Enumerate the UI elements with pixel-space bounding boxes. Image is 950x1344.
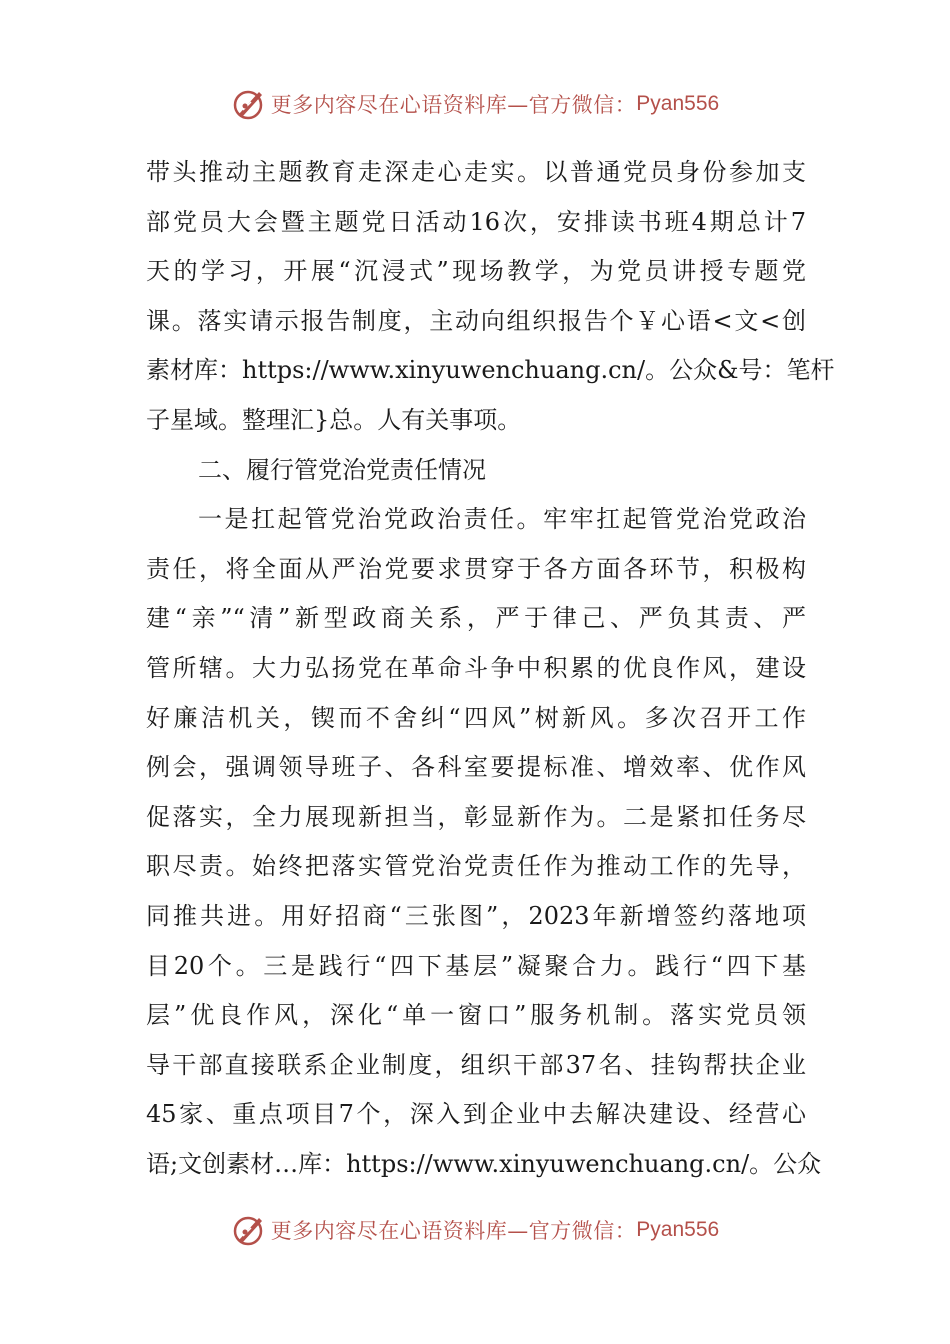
text-line: 素材库：https://www.xinyuwenchuang.cn/。公众&号：笔杆 [146, 356, 835, 385]
text-line: 子星域。整理汇}总。人有关事项。 [146, 405, 522, 434]
text-line: 好廉洁机关，锲而不舍纠“四风”树新风。多次召开工作 [146, 703, 806, 732]
banner-text: 更多内容尽在心语资料库—官方微信： [270, 93, 637, 117]
text-line: 例会，强调领导班子、各科室要提标准、增效率、优作风 [146, 753, 806, 782]
section-heading: 二、履行管党治党责任情况 [198, 455, 486, 484]
text-line: 同推共进。用好招商“三张图”，2023年新增签约落地项 [146, 901, 806, 930]
banner-wechat-id: Pyan556 [636, 1218, 720, 1241]
quill-logo-icon [231, 86, 267, 122]
text-line: 一是扛起管党治党政治责任。牢牢扛起管党治党政治 [198, 505, 806, 534]
text-line: 导干部直接联系企业制度，组织干部37名、挂钩帮扶企业 [146, 1050, 806, 1079]
header-banner [0, 84, 950, 124]
banner-wechat-id: Pyan556 [636, 92, 720, 115]
text-line: 层”优良作风，深化“单一窗口”服务机制。落实党员领 [146, 1001, 806, 1030]
text-line: 语;文创素材…库：https://www.xinyuwenchuang.cn/。公众 [146, 1149, 822, 1178]
quill-logo-icon [231, 1212, 267, 1248]
text-line: 促落实，全力展现新担当，彰显新作为。二是紧扣任务尽 [146, 802, 806, 831]
text-line: 45家、重点项目7个，深入到企业中去解决建设、经营心 [146, 1100, 806, 1129]
text-line: 建“亲”“清”新型政商关系，严于律己、严负其责、严 [146, 604, 806, 633]
text-line: 目20个。三是践行“四下基层”凝聚合力。践行“四下基 [146, 951, 806, 980]
text-line: 职尽责。始终把落实管党治党责任作为推动工作的先导， [146, 852, 806, 881]
text-line: 部党员大会暨主题党日活动16次，安排读书班4期总计7 [146, 207, 806, 236]
text-line: 课。落实请示报告制度，主动向组织报告个￥心语<文<创 [146, 306, 806, 335]
text-line: 管所辖。大力弘扬党在革命斗争中积累的优良作风，建设 [146, 653, 806, 682]
banner-text: 更多内容尽在心语资料库—官方微信： [270, 1219, 637, 1243]
footer-banner [0, 1210, 950, 1250]
document-body [146, 148, 835, 1189]
text-line: 带头推动主题教育走深走心走实。以普通党员身份参加支 [146, 158, 806, 186]
text-line: 天的学习，开展“沉浸式”现场教学，为党员讲授专题党 [146, 257, 806, 286]
text-line: 责任，将全面从严治党要求贯穿于各方面各环节，积极构 [146, 554, 806, 583]
